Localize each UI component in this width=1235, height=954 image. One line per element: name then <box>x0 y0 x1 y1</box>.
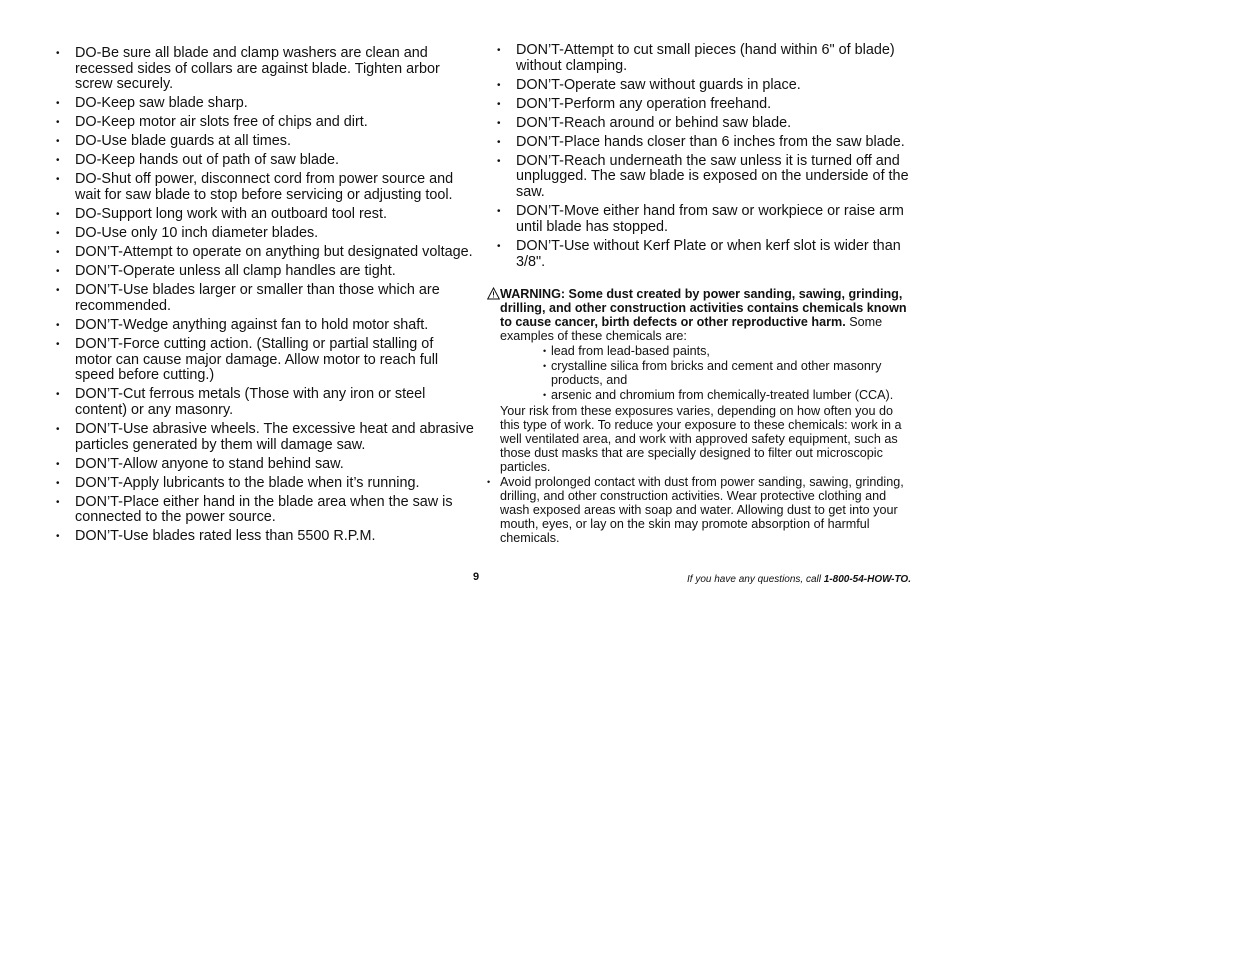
left-safety-list <box>56 46 474 548</box>
avoid-contact-text: Avoid prolonged contact with dust from power sanding, sawing, grinding, drilling, and other construction activities. Wear protective clothing and wash exposed areas with soap and water. Allowing dust to get into your mouth, eyes, or lay on the skin may promote absorption of harmful chemicals. <box>500 475 904 545</box>
bullet-icon: • <box>56 531 60 543</box>
list-item <box>56 387 474 418</box>
bullet-icon: • <box>56 209 60 221</box>
list-item-text: DON’T-Reach around or behind saw blade. <box>516 114 792 131</box>
list-item-text: DON’T-Attempt to cut small pieces (hand within 6" of blade) without clamping. <box>516 42 895 74</box>
list-item <box>497 204 911 235</box>
list-item-text: DON’T-Force cutting action. (Stalling or partial stalling of motor can cause major damage. Allow motor to reach full speed before cutting.) <box>75 335 439 384</box>
warning-block <box>487 287 911 545</box>
bullet-icon: • <box>56 477 60 489</box>
list-item <box>56 46 474 93</box>
page-number: 9 <box>473 571 480 583</box>
list-item <box>56 134 474 150</box>
list-item <box>56 422 474 453</box>
list-item-text: DON’T-Wedge anything against fan to hold motor shaft. <box>75 316 429 333</box>
list-item-text: DON’T-Cut ferrous metals (Those with any iron or steel content) or any masonry. <box>75 386 426 418</box>
bullet-icon: • <box>56 285 60 297</box>
list-item-text: DON’T-Operate unless all clamp handles are tight. <box>75 263 396 280</box>
list-item <box>497 78 911 94</box>
footer-contact <box>670 574 911 585</box>
list-item-text: DON’T-Apply lubricants to the blade when it’s running. <box>75 474 420 491</box>
list-item-text: DON’T-Use without Kerf Plate or when kerf slot is wider than 3/8". <box>516 237 901 270</box>
list-item <box>56 283 474 314</box>
list-item <box>56 337 474 384</box>
list-item-text: DO-Keep saw blade sharp. <box>75 95 248 112</box>
bullet-icon: • <box>56 319 60 331</box>
list-item-text: DON’T-Place hands closer than 6 inches from the saw blade. <box>516 133 905 150</box>
bullet-icon: • <box>56 174 60 186</box>
list-item <box>543 388 911 402</box>
list-item <box>56 153 474 169</box>
list-item-text: DO-Use only 10 inch diameter blades. <box>75 225 319 242</box>
bullet-icon: • <box>56 247 60 259</box>
list-item-text: arsenic and chromium from chemically-treated lumber (CCA). <box>551 388 894 402</box>
list-item <box>543 344 911 358</box>
warning-heading <box>487 287 911 343</box>
bullet-icon: • <box>497 136 501 148</box>
list-item-text: crystalline silica from bricks and cement and other masonry products, and <box>551 359 882 387</box>
warning-bold-text: WARNING: Some dust created by power sanding, sawing, grinding, drilling, and other construction activities contains chemicals known to cause cancer, birth defects or other reproductive harm. <box>500 287 907 329</box>
bullet-icon: • <box>56 136 60 148</box>
warning-normal-text: Some examples of these chemicals are: <box>500 315 883 343</box>
list-item <box>497 135 911 151</box>
list-item-text: DON’T-Reach underneath the saw unless it is turned off and unplugged. The saw blade is exposed on the underside of the saw. <box>516 152 909 201</box>
list-item-text: DON’T-Place either hand in the blade area when the saw is connected to the power source. <box>75 493 453 526</box>
footer-phone: 1-800-54-HOW-TO. <box>823 574 911 585</box>
bullet-icon: • <box>497 240 501 252</box>
exposure-paragraph: Your risk from these exposures varies, depending on how often you do this type of work. To reduce your exposure to these chemicals: work in a well ventilated area, and work with approved safety equipment, such as those dust masks that are specially designed to filter out microscopic particles. <box>500 404 902 474</box>
list-item-text: DO-Support long work with an outboard tool rest. <box>75 206 387 223</box>
bullet-icon: • <box>497 155 501 167</box>
list-item-text: DON’T-Use abrasive wheels. The excessive heat and abrasive particles generated by them will damage saw. <box>75 420 474 453</box>
list-item <box>56 115 474 131</box>
bullet-icon: • <box>497 206 501 218</box>
list-item <box>56 207 474 223</box>
list-item-text: DO-Be sure all blade and clamp washers are clean and recessed sides of collars are against blade. Tighten arbor screw securely. <box>75 45 440 93</box>
list-item-text: DON’T-Perform any operation freehand. <box>516 95 772 112</box>
list-item <box>56 529 474 545</box>
bullet-icon: • <box>497 79 501 91</box>
list-item <box>56 457 474 473</box>
right-safety-list <box>497 43 911 274</box>
bullet-icon: • <box>56 389 60 401</box>
bullet-icon: • <box>497 98 501 110</box>
bullet-icon: • <box>487 477 491 487</box>
bullet-icon: • <box>543 390 547 400</box>
list-item-text: DON’T-Use blades larger or smaller than those which are recommended. <box>75 282 440 314</box>
list-item-text: DO-Use blade guards at all times. <box>75 133 291 150</box>
list-item-text: DON’T-Allow anyone to stand behind saw. <box>75 455 344 472</box>
list-item <box>56 318 474 334</box>
list-item <box>56 226 474 242</box>
list-item-text: DO-Keep hands out of path of saw blade. <box>75 152 339 169</box>
list-item <box>497 43 911 74</box>
list-item-text: lead from lead-based paints, <box>551 344 710 358</box>
bullet-icon: • <box>56 117 60 129</box>
bullet-icon: • <box>56 48 60 59</box>
bullet-icon: • <box>497 45 501 56</box>
footer-prefix: If you have any questions, call <box>687 574 824 585</box>
list-item <box>497 239 911 270</box>
chemical-list <box>543 344 911 402</box>
list-item <box>497 116 911 132</box>
list-item <box>56 245 474 261</box>
bullet-icon: • <box>56 98 60 110</box>
bullet-icon: • <box>56 458 60 470</box>
list-item-text: DON’T-Attempt to operate on anything but designated voltage. <box>75 244 473 261</box>
list-item-text: DO-Keep motor air slots free of chips and dirt. <box>75 114 368 131</box>
list-item <box>56 476 474 492</box>
list-item <box>497 97 911 113</box>
list-item-text: DON’T-Operate saw without guards in place. <box>516 76 801 93</box>
bullet-icon: • <box>56 155 60 167</box>
list-item-text: DO-Shut off power, disconnect cord from power source and wait for saw blade to stop before servicing or adjusting tool. <box>75 171 454 204</box>
list-item-text: DON’T-Move either hand from saw or workpiece or raise arm until blade has stopped. <box>516 203 904 235</box>
bullet-icon: • <box>56 338 60 350</box>
list-item <box>543 359 911 387</box>
bullet-icon: • <box>56 266 60 278</box>
list-item <box>56 96 474 112</box>
bullet-icon: • <box>56 496 60 508</box>
list-item <box>56 264 474 280</box>
avoid-contact-item <box>487 475 911 545</box>
bullet-icon: • <box>543 361 547 371</box>
bullet-icon: • <box>56 423 60 435</box>
list-item <box>56 495 474 526</box>
list-item-text: DON’T-Use blades rated less than 5500 R.P.M. <box>75 528 376 545</box>
bullet-icon: • <box>543 346 547 356</box>
warning-triangle-icon <box>487 287 500 300</box>
list-item <box>497 154 911 201</box>
bullet-icon: • <box>497 117 501 129</box>
bullet-icon: • <box>56 228 60 240</box>
list-item <box>56 172 474 203</box>
